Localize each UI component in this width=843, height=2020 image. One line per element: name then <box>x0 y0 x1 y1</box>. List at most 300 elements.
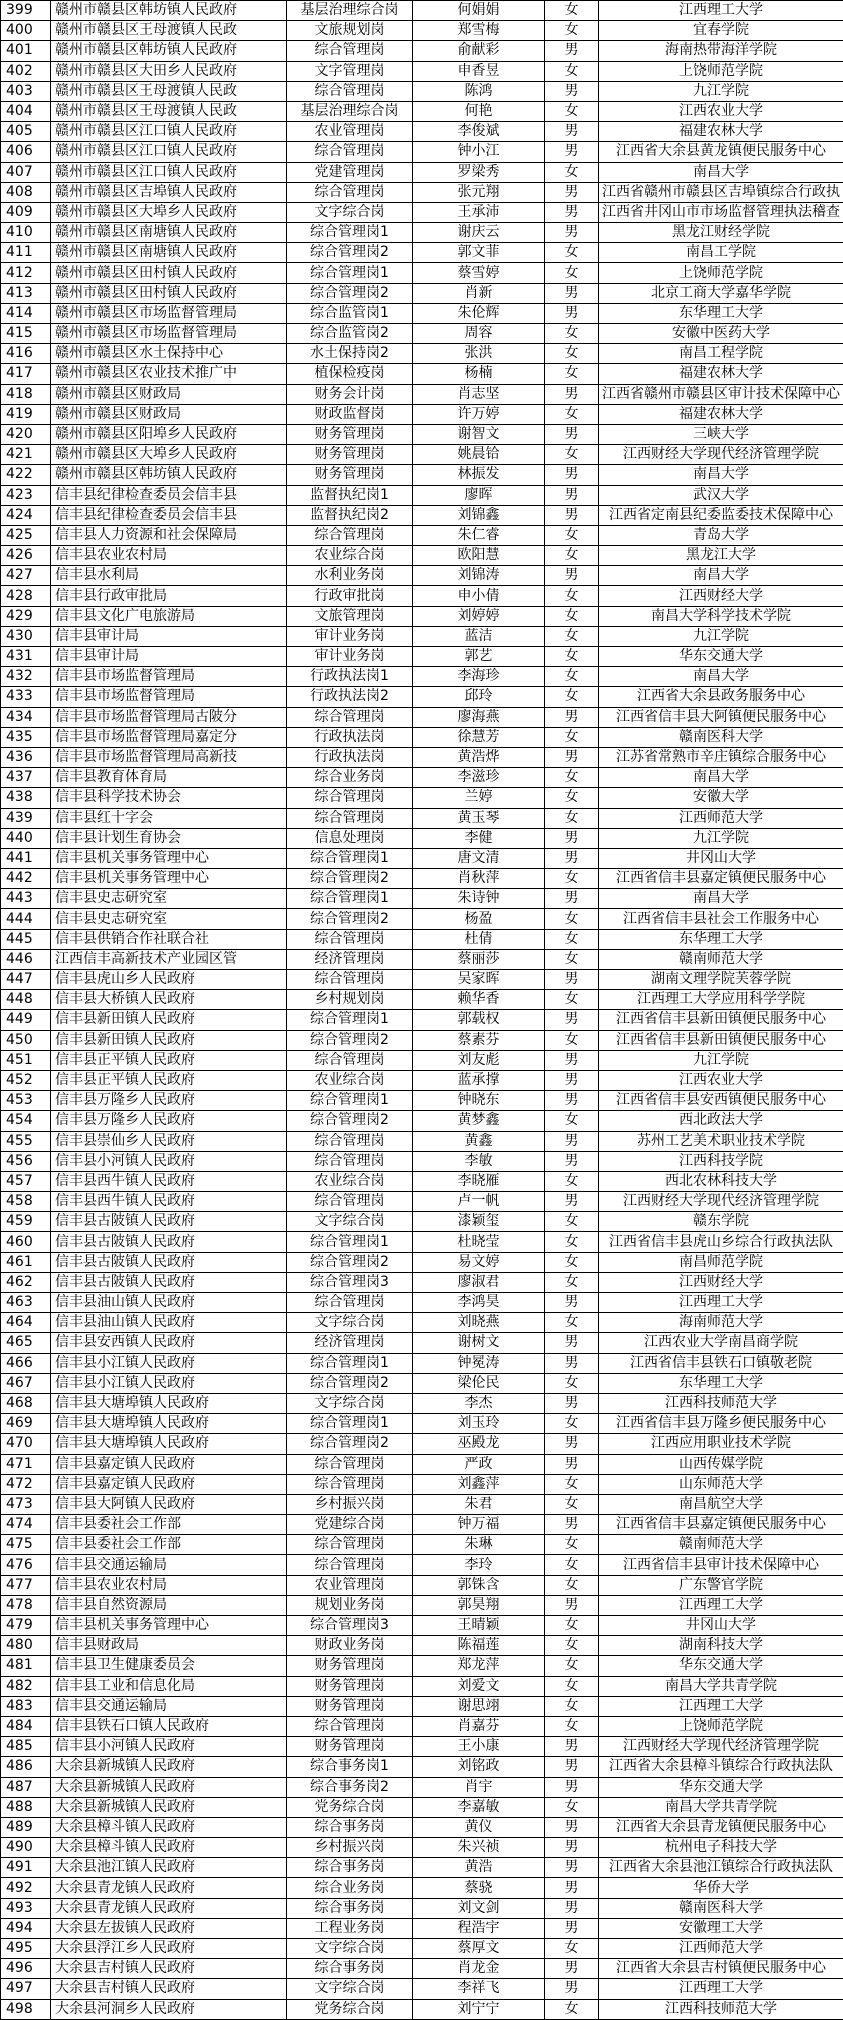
school-or-employer: 江西省信丰县社会工作服务中心 <box>599 909 843 929</box>
unit-name: 赣州市赣县区王母渡镇人民政 <box>51 101 287 121</box>
gender: 女 <box>545 364 599 384</box>
candidate-name: 钟冕涛 <box>413 1353 545 1373</box>
position-name: 综合事务岗 <box>287 1817 413 1837</box>
gender: 女 <box>545 1656 599 1676</box>
position-name: 文字综合岗 <box>287 1393 413 1413</box>
gender: 女 <box>545 546 599 566</box>
candidate-name: 朱琳 <box>413 1535 545 1555</box>
unit-name: 信丰县市场监督管理局 <box>51 667 287 687</box>
row-number: 463 <box>1 1293 51 1313</box>
gender: 女 <box>545 667 599 687</box>
unit-name: 赣州市赣县区大埠乡人民政府 <box>51 202 287 222</box>
unit-name: 大余县左拔镇人民政府 <box>51 1918 287 1938</box>
school-or-employer: 安徽大学 <box>599 788 843 808</box>
row-number: 484 <box>1 1716 51 1736</box>
unit-name: 信丰县万隆乡人民政府 <box>51 1091 287 1111</box>
row-number: 479 <box>1 1616 51 1636</box>
gender: 男 <box>545 182 599 202</box>
gender: 女 <box>545 1252 599 1272</box>
position-name: 综合管理岗 <box>287 1555 413 1575</box>
table-row <box>1 1030 843 1050</box>
school-or-employer: 江西省大余县樟斗镇综合行政执法队 <box>599 1757 843 1777</box>
candidate-name: 谢智文 <box>413 424 545 444</box>
candidate-name: 郭铢含 <box>413 1575 545 1595</box>
table-row <box>1 929 843 949</box>
row-number: 411 <box>1 243 51 263</box>
gender: 女 <box>545 606 599 626</box>
row-number: 439 <box>1 808 51 828</box>
candidate-name: 肖新 <box>413 283 545 303</box>
unit-name: 信丰县小河镇人民政府 <box>51 1737 287 1757</box>
gender: 女 <box>545 647 599 667</box>
gender: 男 <box>545 1293 599 1313</box>
table-row <box>1 1676 843 1696</box>
table-row <box>1 1 843 21</box>
school-or-employer: 九江学院 <box>599 81 843 101</box>
row-number: 437 <box>1 768 51 788</box>
table-row <box>1 1858 843 1878</box>
row-number: 492 <box>1 1878 51 1898</box>
unit-name: 信丰县计划生育协会 <box>51 828 287 848</box>
unit-name: 信丰县古陂镇人民政府 <box>51 1212 287 1232</box>
table-row <box>1 788 843 808</box>
unit-name: 赣州市赣县区江口镇人民政府 <box>51 122 287 142</box>
gender: 女 <box>545 909 599 929</box>
school-or-employer: 华东交通大学 <box>599 1777 843 1797</box>
gender: 男 <box>545 1737 599 1757</box>
unit-name: 赣州市赣县区财政局 <box>51 384 287 404</box>
candidate-name: 黄鑫 <box>413 1131 545 1151</box>
position-name: 行政执法岗 <box>287 727 413 747</box>
school-or-employer: 江西省信丰县新田镇便民服务中心 <box>599 1030 843 1050</box>
position-name: 综合管理岗1 <box>287 263 413 283</box>
row-number: 494 <box>1 1918 51 1938</box>
row-number: 415 <box>1 324 51 344</box>
candidate-name: 黄浩烨 <box>413 747 545 767</box>
school-or-employer: 黑龙江财经学院 <box>599 223 843 243</box>
school-or-employer: 九江学院 <box>599 828 843 848</box>
table-row <box>1 1353 843 1373</box>
candidate-name: 申香昱 <box>413 61 545 81</box>
unit-name: 赣州市赣县区韩坊镇人民政府 <box>51 465 287 485</box>
unit-name: 赣州市赣县区韩坊镇人民政府 <box>51 1 287 21</box>
row-number: 490 <box>1 1838 51 1858</box>
candidate-name: 钟万福 <box>413 1515 545 1535</box>
position-name: 审计业务岗 <box>287 626 413 646</box>
candidate-name: 李鸿昊 <box>413 1293 545 1313</box>
position-name: 文字综合岗 <box>287 1313 413 1333</box>
unit-name: 信丰县正平镇人民政府 <box>51 1050 287 1070</box>
table-row <box>1 1918 843 1938</box>
unit-name: 信丰县市场监督管理局 <box>51 687 287 707</box>
school-or-employer: 江西师范大学 <box>599 1939 843 1959</box>
row-number: 422 <box>1 465 51 485</box>
unit-name: 大余县河洞乡人民政府 <box>51 1999 287 2019</box>
row-number: 407 <box>1 162 51 182</box>
unit-name: 信丰县大塘埠镇人民政府 <box>51 1393 287 1413</box>
position-name: 综合管理岗2 <box>287 1434 413 1454</box>
row-number: 467 <box>1 1373 51 1393</box>
candidate-name: 郭艺 <box>413 647 545 667</box>
school-or-employer: 上饶师范学院 <box>599 61 843 81</box>
unit-name: 信丰县自然资源局 <box>51 1595 287 1615</box>
school-or-employer: 福建农林大学 <box>599 364 843 384</box>
row-number: 482 <box>1 1676 51 1696</box>
unit-name: 信丰县市场监督管理局嘉定分 <box>51 727 287 747</box>
candidate-name: 王小康 <box>413 1737 545 1757</box>
row-number: 400 <box>1 21 51 41</box>
row-number: 408 <box>1 182 51 202</box>
candidate-name: 肖宇 <box>413 1777 545 1797</box>
table-row <box>1 465 843 485</box>
position-name: 综合事务岗 <box>287 1959 413 1979</box>
position-name: 综合管理岗 <box>287 1454 413 1474</box>
row-number: 451 <box>1 1050 51 1070</box>
gender: 女 <box>545 1939 599 1959</box>
school-or-employer: 江西应用职业技术学院 <box>599 1434 843 1454</box>
school-or-employer: 宜春学院 <box>599 21 843 41</box>
candidate-name: 李健 <box>413 828 545 848</box>
school-or-employer: 南昌大学 <box>599 162 843 182</box>
position-name: 综合管理岗1 <box>287 1232 413 1252</box>
position-name: 党建管理岗 <box>287 162 413 182</box>
unit-name: 信丰县市场监督管理局古陂分 <box>51 707 287 727</box>
gender: 男 <box>545 1091 599 1111</box>
table-row <box>1 566 843 586</box>
position-name: 综合管理岗1 <box>287 1010 413 1030</box>
gender: 男 <box>545 1454 599 1474</box>
candidate-name: 刘铭政 <box>413 1757 545 1777</box>
table-row <box>1 364 843 384</box>
school-or-employer: 海南师范大学 <box>599 1313 843 1333</box>
position-name: 综合管理岗 <box>287 142 413 162</box>
unit-name: 赣州市赣县区财政局 <box>51 404 287 424</box>
table-row <box>1 142 843 162</box>
table-row <box>1 1212 843 1232</box>
table-row <box>1 949 843 969</box>
unit-name: 信丰县油山镇人民政府 <box>51 1313 287 1333</box>
candidate-name: 李祥飞 <box>413 1979 545 1999</box>
row-number: 456 <box>1 1151 51 1171</box>
gender: 男 <box>545 1858 599 1878</box>
gender: 女 <box>545 1575 599 1595</box>
gender: 女 <box>545 1555 599 1575</box>
candidate-name: 陈鸿 <box>413 81 545 101</box>
position-name: 财务管理岗 <box>287 445 413 465</box>
row-number: 448 <box>1 990 51 1010</box>
school-or-employer: 江西理工大学 <box>599 1696 843 1716</box>
row-number: 462 <box>1 1272 51 1292</box>
school-or-employer: 江西省井冈山市市场监督管理执法稽查 <box>599 202 843 222</box>
table-row <box>1 667 843 687</box>
gender: 女 <box>545 61 599 81</box>
table-row <box>1 81 843 101</box>
school-or-employer: 安徽中医药大学 <box>599 324 843 344</box>
unit-name: 赣州市赣县区王母渡镇人民政 <box>51 21 287 41</box>
candidate-name: 张洪 <box>413 344 545 364</box>
school-or-employer: 江西省大余县黄龙镇便民服务中心 <box>599 142 843 162</box>
gender: 女 <box>545 1535 599 1555</box>
position-name: 行政执法岗2 <box>287 687 413 707</box>
table-row <box>1 283 843 303</box>
table-row <box>1 1737 843 1757</box>
gender: 男 <box>545 303 599 323</box>
position-name: 农业综合岗 <box>287 1070 413 1090</box>
school-or-employer: 杭州电子科技大学 <box>599 1838 843 1858</box>
school-or-employer: 华东交通大学 <box>599 1656 843 1676</box>
school-or-employer: 三峡大学 <box>599 424 843 444</box>
table-row <box>1 727 843 747</box>
row-number: 480 <box>1 1636 51 1656</box>
row-number: 445 <box>1 929 51 949</box>
school-or-employer: 江西省定南县纪委监委技术保障中心 <box>599 505 843 525</box>
gender: 女 <box>545 344 599 364</box>
position-name: 监督执纪岗2 <box>287 505 413 525</box>
table-row <box>1 1817 843 1837</box>
candidate-name: 刘宁宁 <box>413 1999 545 2019</box>
candidate-name: 赖华香 <box>413 990 545 1010</box>
unit-name: 信丰县人力资源和社会保障局 <box>51 525 287 545</box>
row-number: 476 <box>1 1555 51 1575</box>
table-row <box>1 445 843 465</box>
school-or-employer: 江西省信丰县审计技术保障中心 <box>599 1555 843 1575</box>
unit-name: 大余县青龙镇人民政府 <box>51 1898 287 1918</box>
unit-name: 信丰县审计局 <box>51 647 287 667</box>
candidate-name: 黄梦鑫 <box>413 1111 545 1131</box>
candidate-name: 姚晨铪 <box>413 445 545 465</box>
school-or-employer: 山东师范大学 <box>599 1474 843 1494</box>
gender: 女 <box>545 1414 599 1434</box>
position-name: 监督执纪岗1 <box>287 485 413 505</box>
gender: 男 <box>545 1878 599 1898</box>
position-name: 农业综合岗 <box>287 1171 413 1191</box>
table-row <box>1 606 843 626</box>
row-number: 435 <box>1 727 51 747</box>
unit-name: 信丰县审计局 <box>51 626 287 646</box>
gender: 男 <box>545 747 599 767</box>
gender: 男 <box>545 505 599 525</box>
table-row <box>1 1636 843 1656</box>
school-or-employer: 东华理工大学 <box>599 929 843 949</box>
table-row <box>1 1293 843 1313</box>
position-name: 文字综合岗 <box>287 1939 413 1959</box>
gender: 男 <box>545 1050 599 1070</box>
gender: 男 <box>545 970 599 990</box>
unit-name: 信丰县财政局 <box>51 1636 287 1656</box>
gender: 男 <box>545 1595 599 1615</box>
table-row <box>1 1797 843 1817</box>
table-row <box>1 707 843 727</box>
row-number: 430 <box>1 626 51 646</box>
school-or-employer: 江西省赣州市赣县区吉埠镇综合行政执 <box>599 182 843 202</box>
gender: 女 <box>545 808 599 828</box>
unit-name: 信丰县农业农村局 <box>51 546 287 566</box>
row-number: 498 <box>1 1999 51 2019</box>
row-number: 452 <box>1 1070 51 1090</box>
unit-name: 赣州市赣县区韩坊镇人民政府 <box>51 41 287 61</box>
gender: 女 <box>545 788 599 808</box>
position-name: 财务管理岗 <box>287 1656 413 1676</box>
position-name: 综合管理岗3 <box>287 1272 413 1292</box>
gender: 女 <box>545 1272 599 1292</box>
unit-name: 信丰县工业和信息化局 <box>51 1676 287 1696</box>
table-row <box>1 162 843 182</box>
candidate-name: 刘鑫萍 <box>413 1474 545 1494</box>
row-number: 416 <box>1 344 51 364</box>
table-row <box>1 626 843 646</box>
candidate-name: 蔡素芬 <box>413 1030 545 1050</box>
table-row <box>1 1616 843 1636</box>
school-or-employer: 南昌工程学院 <box>599 344 843 364</box>
school-or-employer: 南昌大学 <box>599 768 843 788</box>
table-row <box>1 1070 843 1090</box>
candidate-name: 漆颖玺 <box>413 1212 545 1232</box>
position-name: 综合管理岗2 <box>287 869 413 889</box>
row-number: 442 <box>1 869 51 889</box>
table-row <box>1 485 843 505</box>
gender: 女 <box>545 727 599 747</box>
candidate-name: 杨盈 <box>413 909 545 929</box>
gender: 女 <box>545 687 599 707</box>
gender: 男 <box>545 81 599 101</box>
gender: 男 <box>545 384 599 404</box>
candidate-name: 肖嘉芬 <box>413 1716 545 1736</box>
candidate-name: 何艳 <box>413 101 545 121</box>
position-name: 水土保持岗2 <box>287 344 413 364</box>
gender: 男 <box>545 424 599 444</box>
row-number: 401 <box>1 41 51 61</box>
candidate-name: 肖秋萍 <box>413 869 545 889</box>
row-number: 436 <box>1 747 51 767</box>
unit-name: 赣州市赣县区市场监督管理局 <box>51 303 287 323</box>
gender: 女 <box>545 929 599 949</box>
gender: 男 <box>545 465 599 485</box>
row-number: 487 <box>1 1777 51 1797</box>
gender: 男 <box>545 828 599 848</box>
candidate-name: 程浩宇 <box>413 1918 545 1938</box>
school-or-employer: 赣南医科大学 <box>599 727 843 747</box>
position-name: 综合管理岗1 <box>287 223 413 243</box>
table-row <box>1 1010 843 1030</box>
row-number: 402 <box>1 61 51 81</box>
row-number: 495 <box>1 1939 51 1959</box>
gender: 男 <box>545 1515 599 1535</box>
candidate-name: 王晴颖 <box>413 1616 545 1636</box>
position-name: 文旅管理岗 <box>287 606 413 626</box>
row-number: 466 <box>1 1353 51 1373</box>
school-or-employer: 南昌大学共青学院 <box>599 1676 843 1696</box>
unit-name: 信丰县水利局 <box>51 566 287 586</box>
school-or-employer: 九江学院 <box>599 1050 843 1070</box>
row-number: 429 <box>1 606 51 626</box>
table-row <box>1 909 843 929</box>
gender: 女 <box>545 869 599 889</box>
school-or-employer: 江西省信丰县安西镇便民服务中心 <box>599 1091 843 1111</box>
gender: 男 <box>545 1817 599 1837</box>
row-number: 457 <box>1 1171 51 1191</box>
school-or-employer: 赣南师范大学 <box>599 949 843 969</box>
school-or-employer: 苏州工艺美术职业技术学院 <box>599 1131 843 1151</box>
gender: 女 <box>545 1494 599 1514</box>
school-or-employer: 江西省大余县政务服务中心 <box>599 687 843 707</box>
row-number: 481 <box>1 1656 51 1676</box>
school-or-employer: 福建农林大学 <box>599 404 843 424</box>
candidate-name: 李俊斌 <box>413 122 545 142</box>
candidate-name: 陈福莲 <box>413 1636 545 1656</box>
unit-name: 信丰县科学技术协会 <box>51 788 287 808</box>
position-name: 综合管理岗 <box>287 1716 413 1736</box>
position-name: 综合管理岗 <box>287 81 413 101</box>
table-row <box>1 586 843 606</box>
row-number: 464 <box>1 1313 51 1333</box>
position-name: 财务会计岗 <box>287 384 413 404</box>
position-name: 综合管理岗 <box>287 1131 413 1151</box>
table-row <box>1 404 843 424</box>
school-or-employer: 江西省大余县吉村镇便民服务中心 <box>599 1959 843 1979</box>
row-number: 410 <box>1 223 51 243</box>
position-name: 财政监督岗 <box>287 404 413 424</box>
position-name: 工程业务岗 <box>287 1918 413 1938</box>
unit-name: 赣州市赣县区大田乡人民政府 <box>51 61 287 81</box>
unit-name: 信丰县小江镇人民政府 <box>51 1373 287 1393</box>
row-number: 491 <box>1 1858 51 1878</box>
table-row <box>1 424 843 444</box>
table-row <box>1 1716 843 1736</box>
candidate-name: 李晓雁 <box>413 1171 545 1191</box>
position-name: 经济管理岗 <box>287 1333 413 1353</box>
gender: 女 <box>545 626 599 646</box>
table-row <box>1 1373 843 1393</box>
unit-name: 赣州市赣县区农业技术推广中 <box>51 364 287 384</box>
school-or-employer: 江西科技师范大学 <box>599 1999 843 2019</box>
table-row <box>1 1333 843 1353</box>
school-or-employer: 江西财经大学 <box>599 586 843 606</box>
table-row <box>1 1515 843 1535</box>
row-number: 446 <box>1 949 51 969</box>
school-or-employer: 南昌大学 <box>599 465 843 485</box>
position-name: 综合管理岗1 <box>287 1353 413 1373</box>
school-or-employer: 上饶师范学院 <box>599 1716 843 1736</box>
gender: 男 <box>545 1192 599 1212</box>
candidate-name: 李敏 <box>413 1151 545 1171</box>
unit-name: 信丰县文化广电旅游局 <box>51 606 287 626</box>
candidate-name: 许万婷 <box>413 404 545 424</box>
row-number: 461 <box>1 1252 51 1272</box>
position-name: 文字综合岗 <box>287 1979 413 1999</box>
row-number: 473 <box>1 1494 51 1514</box>
unit-name: 信丰县纪律检查委员会信丰县 <box>51 505 287 525</box>
gender: 女 <box>545 1 599 21</box>
unit-name: 赣州市赣县区王母渡镇人民政 <box>51 81 287 101</box>
unit-name: 信丰县小江镇人民政府 <box>51 1353 287 1373</box>
row-number: 496 <box>1 1959 51 1979</box>
candidate-name: 吴家晖 <box>413 970 545 990</box>
school-or-employer: 江西省赣州市赣县区审计技术保障中心 <box>599 384 843 404</box>
position-name: 财政业务岗 <box>287 1636 413 1656</box>
gender: 男 <box>545 889 599 909</box>
candidate-name: 黄玉琴 <box>413 808 545 828</box>
candidate-name: 李杰 <box>413 1393 545 1413</box>
candidate-name: 刘友彪 <box>413 1050 545 1070</box>
school-or-employer: 南昌师范学院 <box>599 1252 843 1272</box>
gender: 女 <box>545 1797 599 1817</box>
school-or-employer: 北京工商大学嘉华学院 <box>599 283 843 303</box>
position-name: 党务综合岗 <box>287 1999 413 2019</box>
row-number: 404 <box>1 101 51 121</box>
row-number: 454 <box>1 1111 51 1131</box>
row-number: 475 <box>1 1535 51 1555</box>
table-row <box>1 1494 843 1514</box>
